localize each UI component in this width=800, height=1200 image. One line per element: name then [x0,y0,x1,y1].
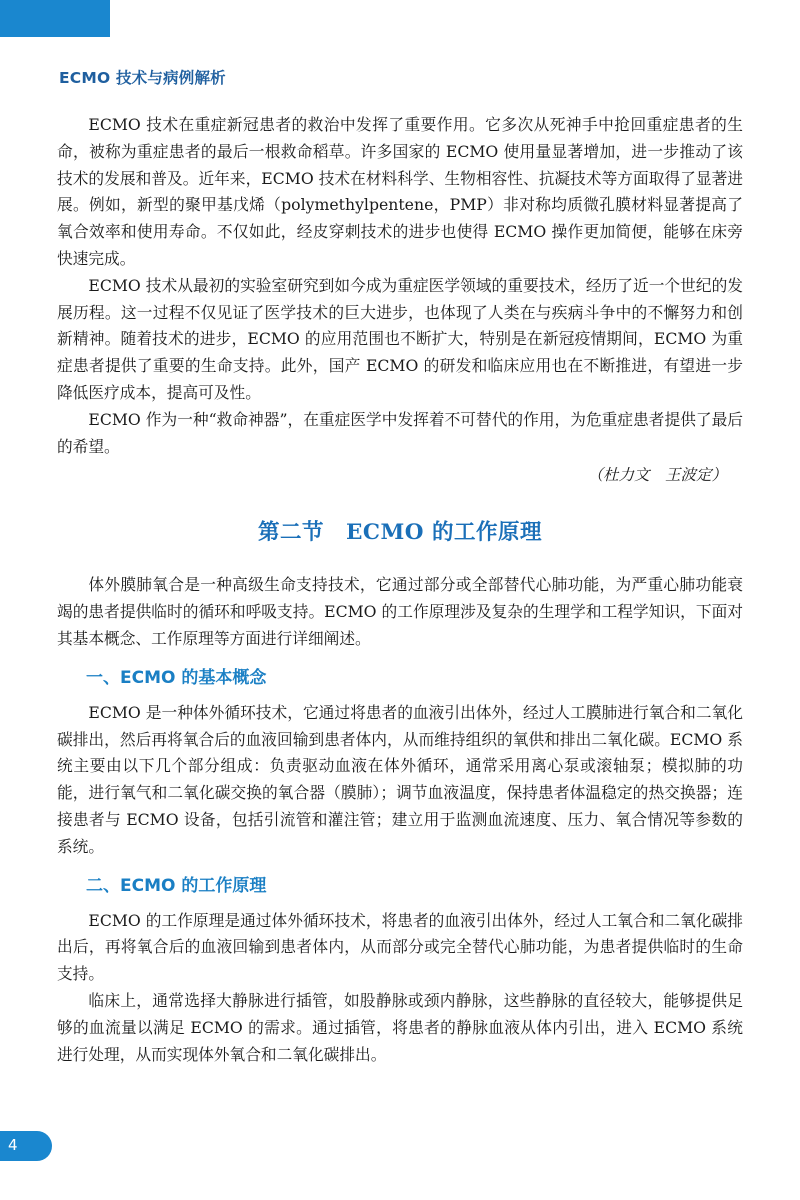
body-paragraph: ECMO 技术在重症新冠患者的救治中发挥了重要作用。它多次从死神手中抢回重症患者的生命，被称为重症患者的最后一根救命稻草。许多国家的 ECMO 使用量显著增加，进一步推动了该技术的发展和普及。近年来，ECMO 技术在材料科学、生物相容性、抗凝技术等方面取得了显著进展。例如，新型的聚甲基戊烯（polymethylpentene，PMP）非对称均质微孔膜材料显著提高了氧合效率和使用寿命。不仅如此，经皮穿刺技术的进步也使得 ECMO 操作更加简便，能够在床旁快速完成。 [57,115,743,268]
page-number: 4 [8,1136,18,1154]
running-header: ECMO 技术与病例解析 [59,69,226,87]
section-title: 第二节 ECMO 的工作原理 [257,520,542,546]
body-paragraph: ECMO 是一种体外循环技术，它通过将患者的血液引出体外，经过人工膜肺进行氧合和二氧化碳排出，然后再将氧合后的血液回输到患者体内，从而维持组织的氧供和排出二氧化碳。ECMO 系统主要由以下几个部分组成：负责驱动血液在体外循环，通常采用离心泵或滚轴泵；模拟肺的功能，进行氧气和二氧化碳交换的氧合器（膜肺）；调节血液温度，保持患者体温稳定的热交换器；连接患者与 ECMO 设备，包括引流管和灌注管；建立用于监测血流速度、压力、氧合情况等参数的系统。 [57,702,743,856]
body-paragraph: 临床上，通常选择大静脉进行插管，如股静脉或颈内静脉，这些静脉的直径较大，能够提供足够的血流量以满足 ECMO 的需求。通过插管，将患者的静脉血液从体内引出，进入 ECMO 系统进行处理，从而实现体外氧合和二氧化碳排出。 [57,990,743,1064]
body-paragraph: ECMO 技术从最初的实验室研究到如今成为重症医学领域的重要技术，经历了近一个世纪的发展历程。这一过程不仅见证了医学技术的巨大进步，也体现了人类在与疾病斗争中的不懈努力和创新精神。随着技术的进步，ECMO 的应用范围也不断扩大，特别是在新冠疫情期间，ECMO 为重症患者提供了重要的生命支持。此外，国产 ECMO 的研发和临床应用也在不断推进，有望进一步降低医疗成本，提高可及性。 [57,275,743,402]
body-paragraph: ECMO 作为一种“救命神器”，在重症医学中发挥着不可替代的作用，为危重症患者提供了最后的希望。 [57,409,743,456]
subsection-heading-basic-concept: 一、ECMO 的基本概念 [86,667,267,688]
subsection-heading-working-principle: 二、ECMO 的工作原理 [86,875,267,896]
body-paragraph: ECMO 的工作原理是通过体外循环技术，将患者的血液引出体外，经过人工氧合和二氧化碳排出后，再将氧合后的血液回输到患者体内，从而部分或完全替代心肺功能，为患者提供临时的生命支持。 [57,910,743,984]
corner-decoration [0,0,110,37]
page-body [57,112,743,1068]
author-signature: （杜力文 王波定） [587,466,727,485]
section-intro: 体外膜肺氧合是一种高级生命支持技术，它通过部分或全部替代心肺功能，为严重心肺功能衰竭的患者提供临时的循环和呼吸支持。ECMO 的工作原理涉及复杂的生理学和工程学知识，下面对其基本概念、工作原理等方面进行详细阐述。 [57,575,743,648]
page-number-tab [0,1131,52,1161]
